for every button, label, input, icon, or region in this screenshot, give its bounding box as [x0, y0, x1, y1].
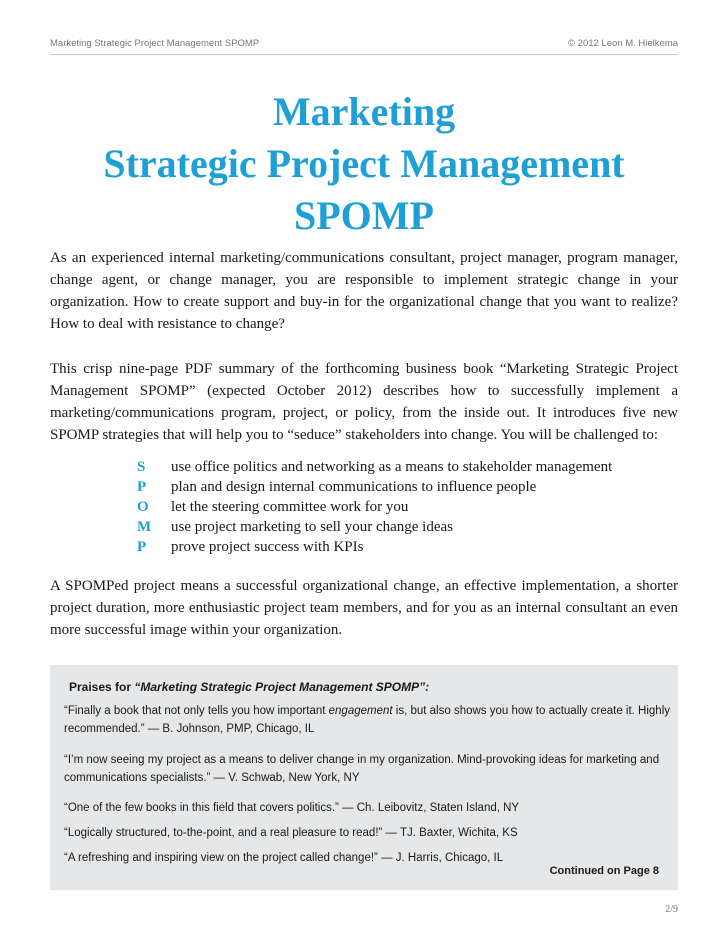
quote-emphasis: engagement — [328, 705, 393, 717]
list-letter: O — [137, 499, 149, 515]
list-letter: S — [137, 459, 146, 475]
list-text: let the steering committee work for you — [171, 499, 409, 515]
running-header — [50, 36, 678, 55]
list-letter: M — [137, 519, 152, 535]
quote-text: “Finally a book that not only tells you how important — [64, 705, 329, 717]
header-title: Marketing Strategic Project Management SPOMP — [50, 38, 260, 49]
list-text: prove project success with KPIs — [171, 539, 364, 555]
list-text: plan and design internal communications to influence people — [171, 479, 537, 495]
outcome-paragraph: A SPOMPed project means a successful organizational change, an effective implementation, a shorter project duration, more enthusiastic project team members, and for you as an internal consultant an even more successful image within your organization. — [50, 578, 678, 638]
page-number: 2/9 — [665, 904, 678, 915]
list-text: use project marketing to sell your change ideas — [171, 519, 453, 535]
praise-quote: “Logically structured, to-the-point, and a real pleasure to read!” — TJ. Baxter, Wichita, KS — [64, 827, 518, 839]
list-item — [137, 497, 612, 517]
list-item — [137, 537, 612, 557]
praises-heading-book-title: “Marketing Strategic Project Management SPOMP”: — [134, 680, 430, 694]
title-line-2: Strategic Project Management — [103, 141, 625, 186]
page-title — [50, 86, 678, 242]
summary-paragraph: This crisp nine-page PDF summary of the forthcoming business book “Marketing Strategic Project Management SPOMP” (expected October 2012) describes how to successfully implement a marketing/communications program, project, or policy, from the inside out. It introduces five new SPOMP strategies that will help you to “seduce” stakeholders into change. You will be challenged to: — [50, 361, 678, 443]
list-item — [137, 477, 612, 497]
list-text: use office politics and networking as a means to stakeholder management — [171, 459, 613, 475]
praises-heading-prefix: Praises for — [69, 680, 135, 694]
list-letter: P — [137, 539, 147, 555]
quote-text: is, but also shows you how to actually create it. Highly recommended.” — B. Johnson, PMP, Chicago, IL — [64, 705, 671, 735]
title-line-1: Marketing — [272, 89, 456, 134]
title-line-3: SPOMP — [294, 193, 434, 238]
praises-panel — [50, 665, 678, 890]
list-item — [137, 517, 612, 537]
praise-quote: “A refreshing and inspiring view on the project called change!” — J. Harris, Chicago, IL — [64, 852, 504, 864]
continued-note: Continued on Page 8 — [549, 865, 659, 877]
praise-quote — [64, 702, 670, 738]
intro-paragraph: As an experienced internal marketing/communications consultant, project manager, program manager, change agent, or change manager, you are responsible to implement strategic change in your organization. How to create support and buy-in for the organizational change that you want to realize? How to deal with resistance to change? — [50, 250, 678, 332]
list-letter: P — [137, 479, 147, 495]
praise-quote: “I’m now seeing my project as a means to deliver change in my organization. Mind-provoking ideas for marketing and communications specialists.” — V. Schwab, New York, NY — [64, 754, 660, 784]
praises-heading — [69, 680, 429, 694]
spomp-list — [137, 457, 612, 557]
header-copyright: © 2012 Leon M. Hielkema — [568, 38, 678, 49]
list-item — [137, 457, 612, 477]
praise-quote: “One of the few books in this field that covers politics.” — Ch. Leibovitz, Staten Island, NY — [64, 802, 520, 814]
